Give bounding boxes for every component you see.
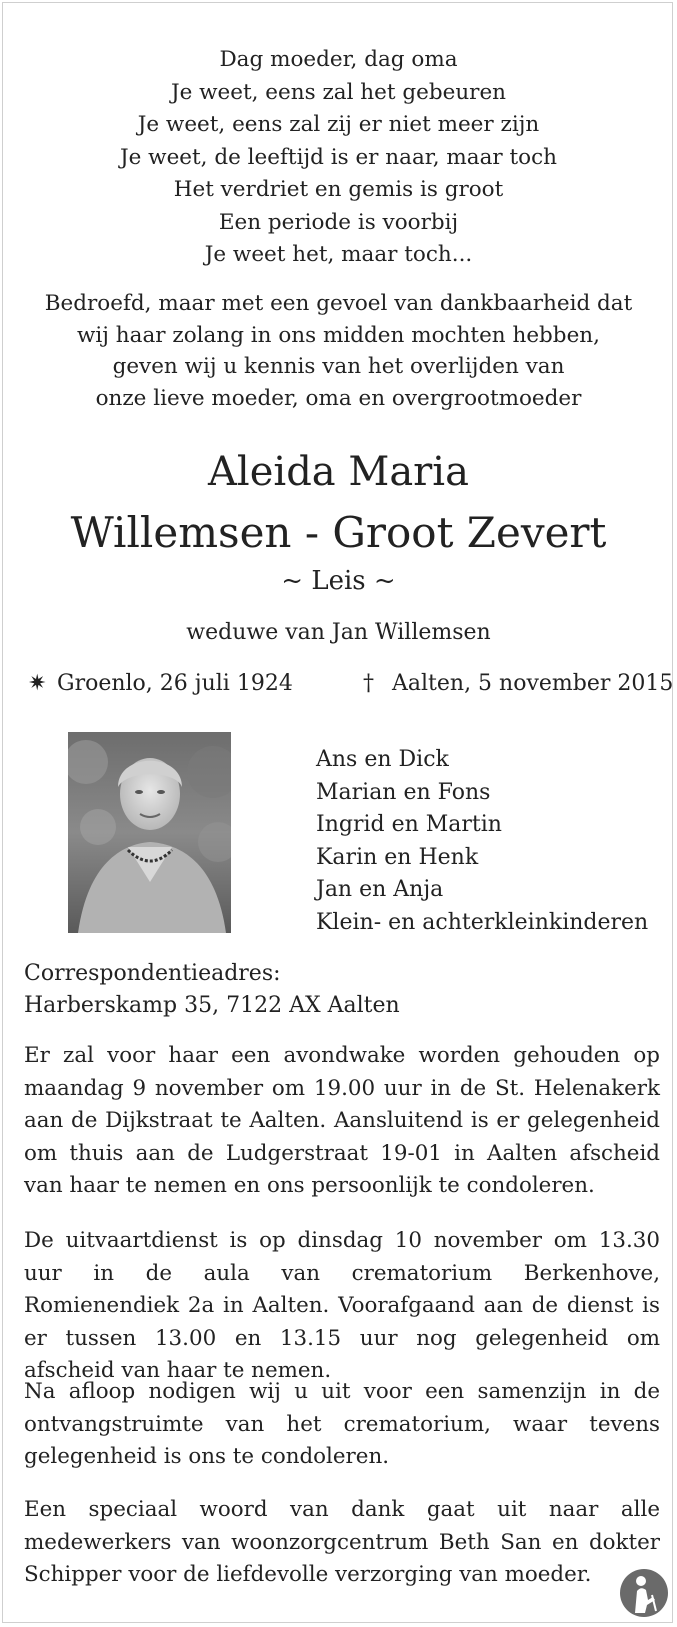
birth-star-icon: ✷ [28, 671, 47, 696]
poem-line: Dag moeder, dag oma [219, 47, 458, 72]
memorial-logo-icon [618, 1567, 670, 1619]
intro-line: onze lieve moeder, oma en overgrootmoeder [95, 385, 582, 411]
deceased-surname: Willemsen - Groot Zevert [70, 508, 607, 557]
poem-line: Je weet, eens zal het gebeuren [170, 79, 507, 105]
widow-of: weduwe van Jan Willemsen [186, 620, 491, 645]
intro-line: wij haar zolang in ons midden mochten hebben, [77, 322, 600, 348]
gathering-paragraph: Na afloop nodigen wij u uit voor een samenzijn in de ontvangstruimte van het crematorium, waar tevens gelegenheid is ons te condoleren. [24, 1379, 660, 1469]
family-member: Marian en Fons [316, 779, 491, 805]
correspondence-address [24, 958, 400, 1022]
poem-line: Het verdriet en gemis is groot [173, 177, 504, 202]
funeral-paragraph: De uitvaartdienst is op dinsdag 10 november om 13.30 uur in de aula van crematorium Berkenhove, Romienendiek 2a in Aalten. Voorafgaand aan de dienst is er tussen 13.00 en 13.15 uur nog gelegenheid om afscheid van haar te nemen. [24, 1228, 660, 1383]
intro-line: Bedroefd, maar met een gevoel van dankbaarheid dat [44, 291, 633, 316]
correspondence-street: Harberskamp 35, 7122 AX Aalten [24, 993, 400, 1018]
family-member: Karin en Henk [316, 844, 479, 870]
poem-line: Een periode is voorbij [218, 209, 459, 235]
death-cross-icon: † [363, 671, 374, 696]
intro-line: geven wij u kennis van het overlijden van [112, 354, 565, 379]
poem-line: Je weet, de leeftijd is er naar, maar toch [120, 144, 557, 170]
announcement-intro [0, 288, 677, 414]
deceased-nickname: ~ Leis ~ [281, 566, 396, 596]
portrait-photo [68, 732, 231, 933]
family-member: Ans en Dick [316, 747, 449, 772]
death-line [363, 669, 673, 699]
family-member: Jan en Anja [316, 877, 444, 902]
birth-line [28, 669, 293, 699]
wake-paragraph: Er zal voor haar een avondwake worden gehouden op maandag 9 november om 19.00 uur in de St. Helenakerk aan de Dijkstraat te Aalten. Aansluitend is er gelegenheid om thuis aan de Ludgerstraat 19-01 in Aalten afscheid van haar te nemen en ons persoonlijk te condoleren. [24, 1043, 660, 1198]
death-place-date: Aalten, 5 november 2015 [392, 671, 674, 696]
birth-place-date: Groenlo, 26 juli 1924 [57, 671, 293, 696]
family-member: Ingrid en Martin [316, 812, 502, 837]
family-member: Klein- en achterkleinkinderen [316, 909, 649, 935]
thanks-paragraph: Een speciaal woord van dank gaat uit naar alle medewerkers van woonzorgcentrum Beth San en dokter Schipper voor de liefdevolle verzorging van moeder. [24, 1497, 660, 1587]
poem-line: Je weet, eens zal zij er niet meer zijn [137, 112, 540, 137]
poem-line: Je weet het, maar toch... [204, 242, 473, 267]
poem [0, 44, 677, 272]
deceased-first-names: Aleida Maria [208, 449, 469, 495]
correspondence-label: Correspondentieadres: [24, 961, 281, 986]
family-list [316, 744, 648, 939]
